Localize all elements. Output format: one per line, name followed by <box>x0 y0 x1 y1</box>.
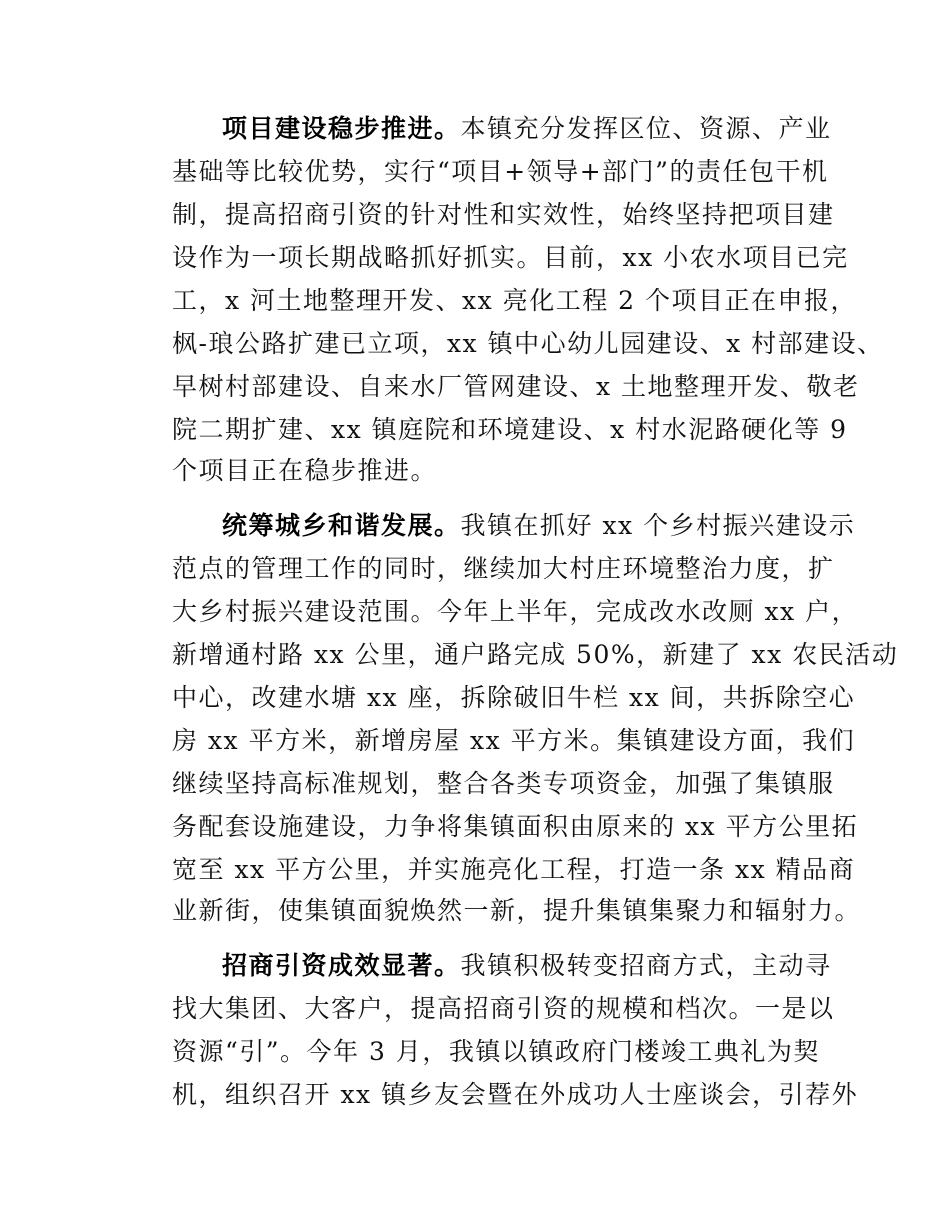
paragraph-line: 范点的管理工作的同时，继续加大村庄环境整治力度，扩 <box>172 554 835 583</box>
paragraph-line: 业新街，使集镇面貌焕然一新，提升集镇集聚力和辐射力。 <box>172 896 862 925</box>
paragraph-line: 设作为一项长期战略抓好抓实。目前，xx 小农水项目已完 <box>172 243 849 272</box>
paragraph-line: 工，x 河土地整理开发、xx 亮化工程 2 个项目正在申报， <box>172 286 857 315</box>
paragraph-line: 资源“引”。今年 3 月，我镇以镇政府门楼竣工典礼为契 <box>172 1037 820 1066</box>
paragraph-heading: 统筹城乡和谐发展。 <box>222 511 461 540</box>
paragraph-line: 早树村部建设、自来水厂管网建设、x 土地整理开发、敬老 <box>172 372 860 401</box>
paragraph-line: 新增通村路 xx 公里，通户路完成 50%，新建了 xx 农民活动 <box>172 640 899 669</box>
paragraph-text: 我镇积极转变招商方式，主动寻 <box>460 951 832 980</box>
paragraph-heading: 招商引资成效显著。 <box>222 951 461 980</box>
paragraph-line <box>222 511 855 541</box>
paragraph-text: 本镇充分发挥区位、资源、产业 <box>460 114 832 143</box>
paragraph-line: 大乡村振兴建设范围。今年上半年，完成改水改厕 xx 户， <box>172 597 859 626</box>
paragraph-line: 基础等比较优势，实行“项目+领导+部门”的责任包干机 <box>172 157 829 186</box>
paragraph-line: 中心，改建水塘 xx 座，拆除破旧牛栏 xx 间，共拆除空心 <box>172 683 856 712</box>
paragraph-line: 机，组织召开 xx 镇乡友会暨在外成功人士座谈会，引荐外 <box>172 1080 859 1109</box>
paragraph-line: 找大集团、大客户，提高招商引资的规模和档次。一是以 <box>172 994 835 1023</box>
paragraph-line: 务配套设施建设，力争将集镇面积由原来的 xx 平方公里拓 <box>172 812 859 841</box>
paragraph-heading: 项目建设稳步推进。 <box>222 114 461 143</box>
paragraph-line: 宽至 xx 平方公里，并实施亮化工程，打造一条 xx 精品商 <box>172 855 856 884</box>
paragraph-line <box>222 114 832 144</box>
paragraph-line: 继续坚持高标准规划，整合各类专项资金，加强了集镇服 <box>172 769 835 798</box>
paragraph-line <box>222 951 832 981</box>
paragraph-line: 枫-琅公路扩建已立项，xx 镇中心幼儿园建设、x 村部建设、 <box>172 329 884 358</box>
paragraph-line: 制，提高招商引资的针对性和实效性，始终坚持把项目建 <box>172 200 835 229</box>
paragraph-line: 个项目正在稳步推进。 <box>172 456 438 485</box>
paragraph-line: 院二期扩建、xx 镇庭院和环境建设、x 村水泥路硬化等 9 <box>172 415 848 444</box>
paragraph-line: 房 xx 平方米，新增房屋 xx 平方米。集镇建设方面，我们 <box>172 726 856 755</box>
paragraph-text: 我镇在抓好 xx 个乡村振兴建设示 <box>460 511 856 540</box>
